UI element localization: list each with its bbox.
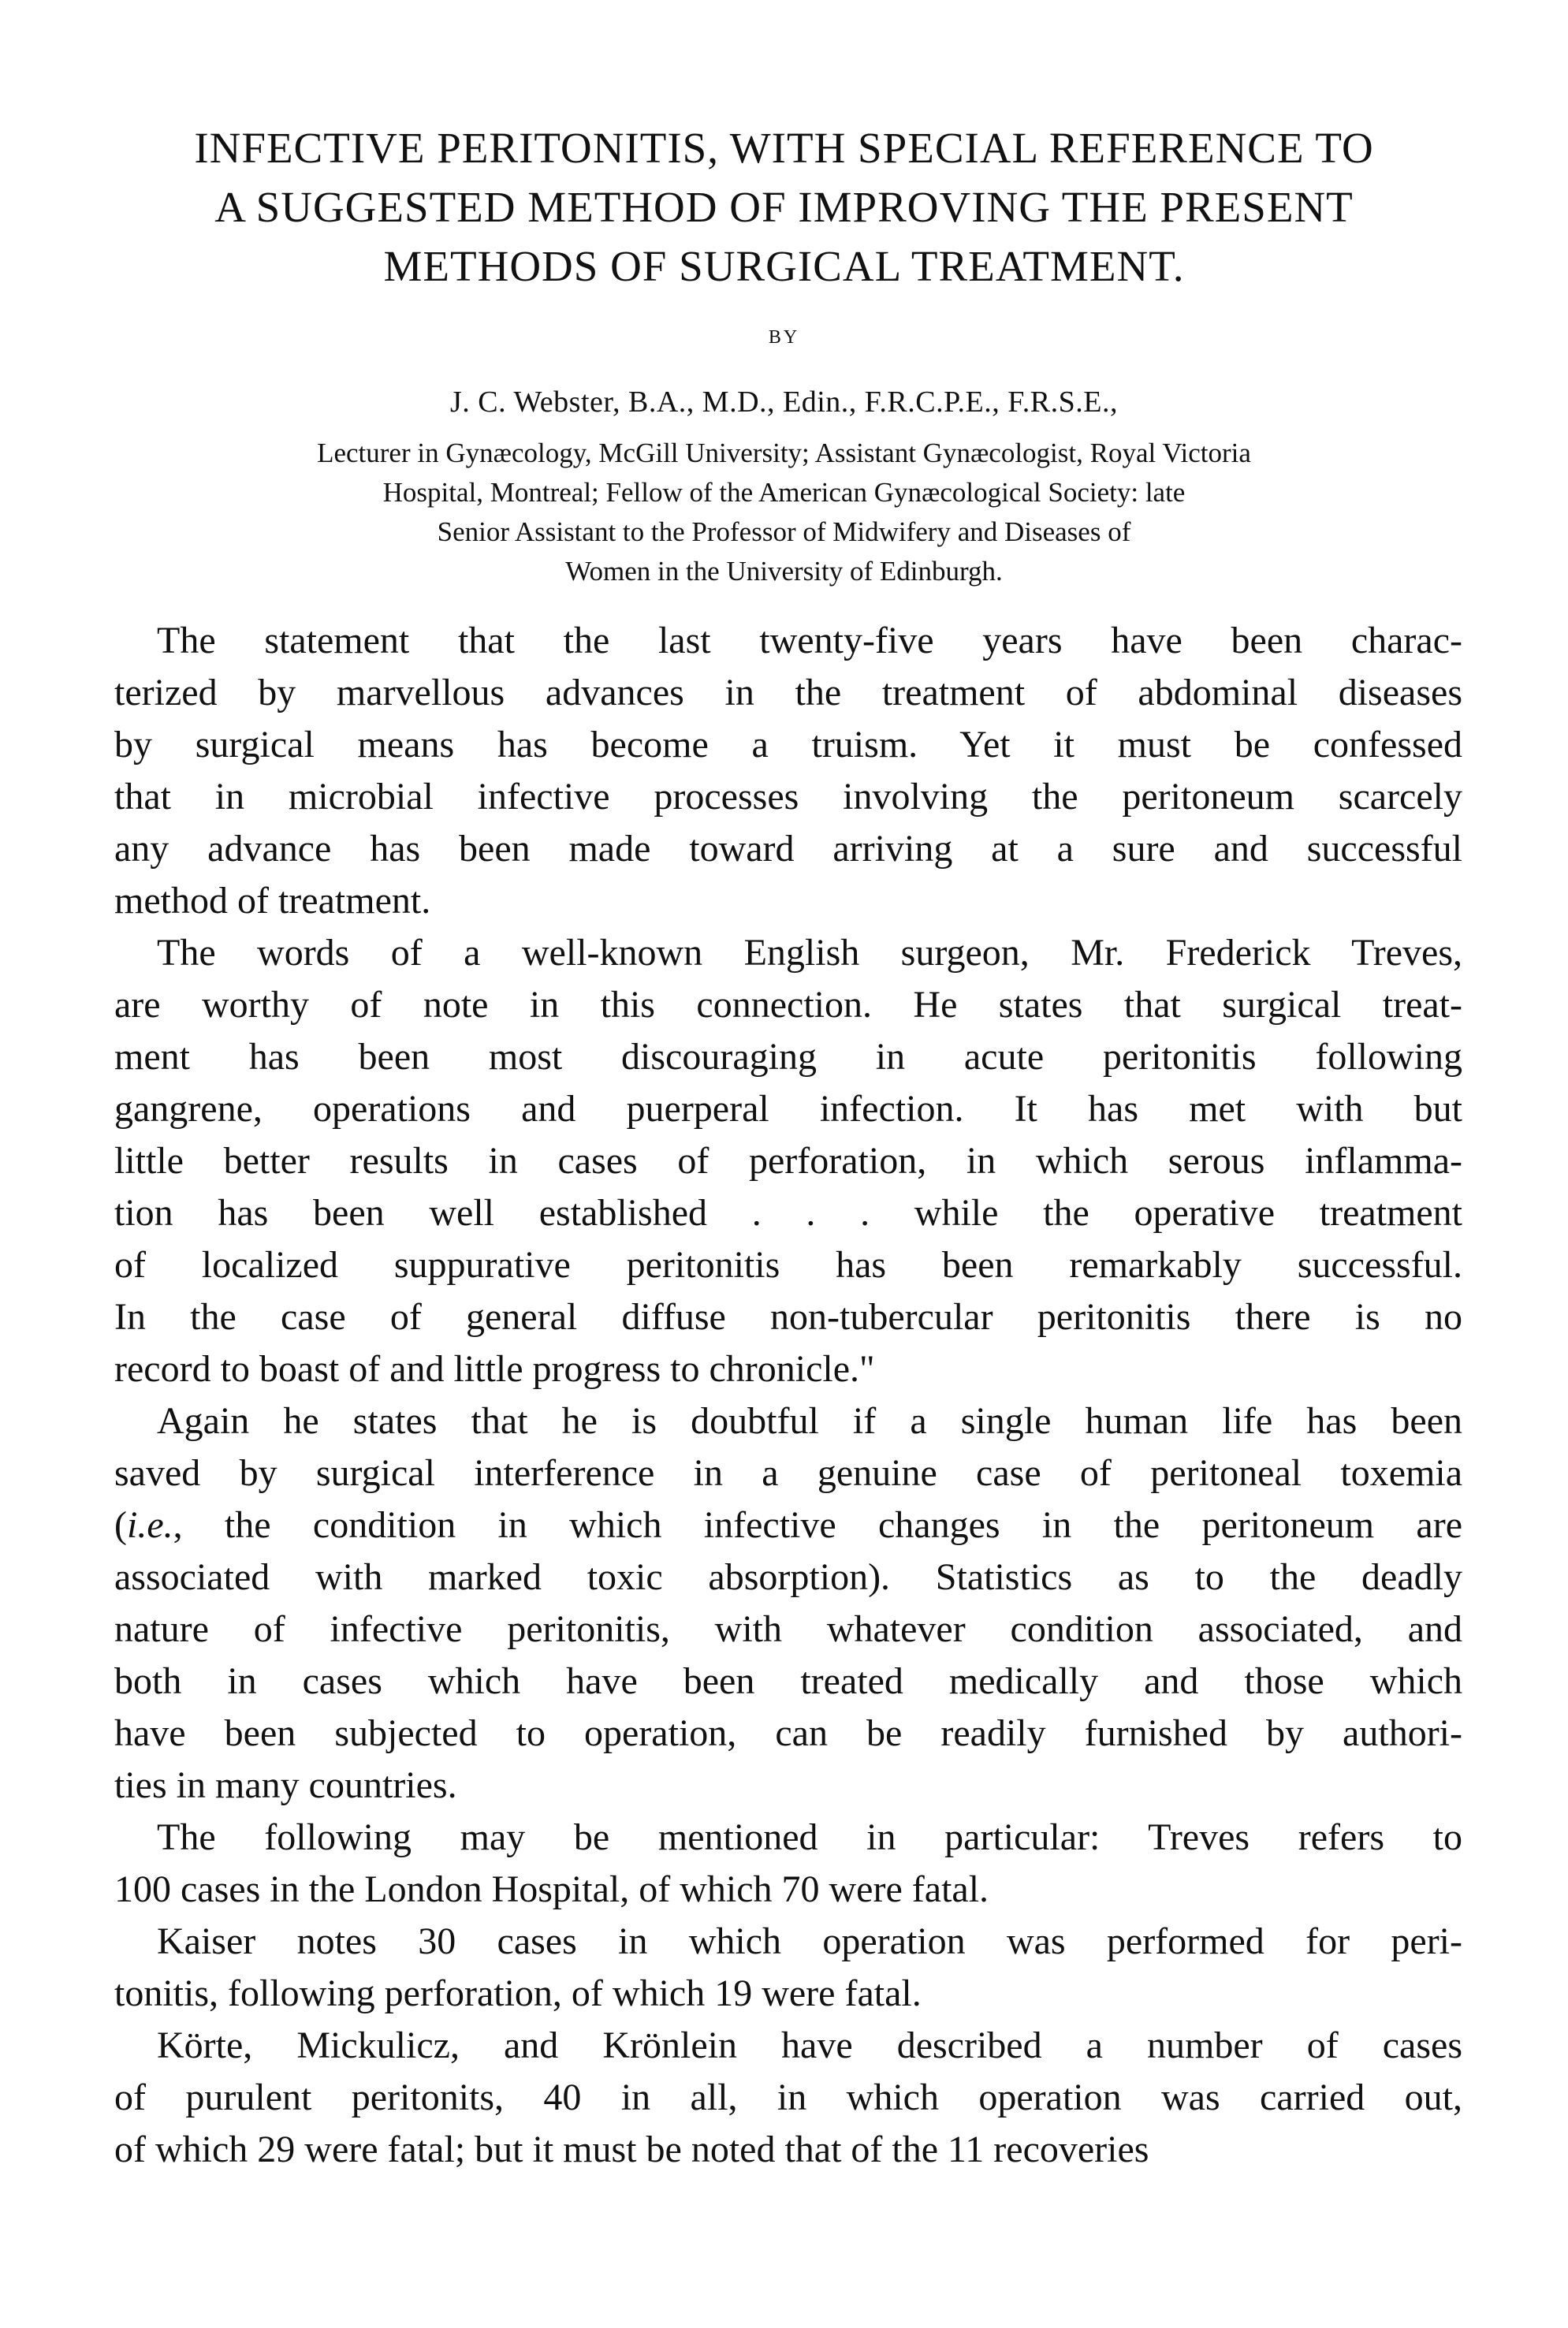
paragraph-line: of localized suppurative peritonitis has been remarkably successful. [114,1244,1462,1286]
paragraph-line: saved by surgical interference in a genuine case of peritoneal toxemia [114,1452,1462,1494]
title-line-2: A SUGGESTED METHOD OF IMPROVING THE PRESENT [214,183,1354,231]
paragraph-line: The statement that the last twenty-five years have been charac- [157,620,1462,661]
paragraph-line: Körte, Mickulicz, and Krönlein have described a number of cases [157,2024,1462,2066]
paragraph-line: The words of a well-known English surgeon, Mr. Frederick Treves, [157,932,1462,974]
paragraph-line: 100 cases in the London Hospital, of which 70 were fatal. [114,1868,989,1910]
article-title [63,118,1505,296]
body-paragraph [114,1812,1462,1916]
paragraph-line: of which 29 were fatal; but it must be noted that of the 11 recoveries [114,2129,1149,2170]
byline: BY [768,327,800,348]
paragraph-line: tion has been well established . . . while the operative treatment [114,1192,1462,1234]
body-paragraph [114,1916,1462,2020]
paragraph-line: ties in many countries. [114,1764,457,1806]
paragraph-line: record to boast of and little progress to chronicle." [114,1348,875,1390]
paragraph-line: gangrene, operations and puerperal infection. It has met with but [114,1088,1462,1130]
body-paragraph [114,1395,1462,1812]
body-paragraph [114,927,1462,1395]
paragraph-line: method of treatment. [114,880,431,922]
paragraph-line: terized by marvellous advances in the treatment of abdominal diseases [114,672,1462,713]
body-paragraph [114,615,1462,927]
affiliation-line-4: Women in the University of Edinburgh. [565,556,1003,587]
paragraph-line: In the case of general diffuse non-tubercular peritonitis there is no [114,1296,1462,1338]
paragraph-line: that in microbial infective processes involving the peritoneum scarcely [114,776,1462,818]
affiliation-line-2: Hospital, Montreal; Fellow of the American Gynæcological Society: late [382,477,1186,508]
paragraph-line: associated with marked toxic absorption). Statistics as to the deadly [114,1556,1462,1598]
title-line-1: INFECTIVE PERITONITIS, WITH SPECIAL REFERENCE TO [194,124,1374,172]
paragraph-line: tonitis, following perforation, of which 19 were fatal. [114,1972,922,2014]
paragraph-line: (i.e., the condition in which infective changes in the peritoneum are [114,1504,1462,1546]
title-line-3: METHODS OF SURGICAL TREATMENT. [383,242,1185,290]
paragraph-line: are worthy of note in this connection. He states that surgical treat- [114,984,1462,1026]
paragraph-line: both in cases which have been treated medically and those which [114,1660,1462,1702]
paragraph-line: by surgical means has become a truism. Yet it must be confessed [114,724,1462,765]
body-paragraph [114,2020,1462,2176]
paragraph-line: ment has been most discouraging in acute peritonitis following [114,1036,1462,1078]
author-line: J. C. Webster, B.A., M.D., Edin., F.R.C.P.E., F.R.S.E., [450,386,1118,419]
affiliation-line-1: Lecturer in Gynæcology, McGill University; Assistant Gynæcologist, Royal Victoria [317,438,1251,468]
paragraph-line: of purulent peritonits, 40 in all, in which operation was carried out, [114,2077,1462,2118]
affiliation-line-3: Senior Assistant to the Professor of Midwifery and Diseases of [437,516,1131,547]
paragraph-line: Kaiser notes 30 cases in which operation was performed for peri- [157,1920,1462,1962]
author-affiliation [95,434,1473,591]
paragraph-line: little better results in cases of perforation, in which serous inflamma- [114,1140,1462,1182]
paragraph-line: Again he states that he is doubtful if a single human life has been [157,1400,1462,1442]
paragraph-line: have been subjected to operation, can be readily furnished by authori- [114,1712,1462,1754]
article-body [114,615,1462,2176]
paragraph-line: The following may be mentioned in particular: Treves refers to [157,1816,1462,1858]
paragraph-line: nature of infective peritonitis, with whatever condition associated, and [114,1608,1462,1650]
paragraph-line: any advance has been made toward arriving at a sure and successful [114,828,1462,870]
